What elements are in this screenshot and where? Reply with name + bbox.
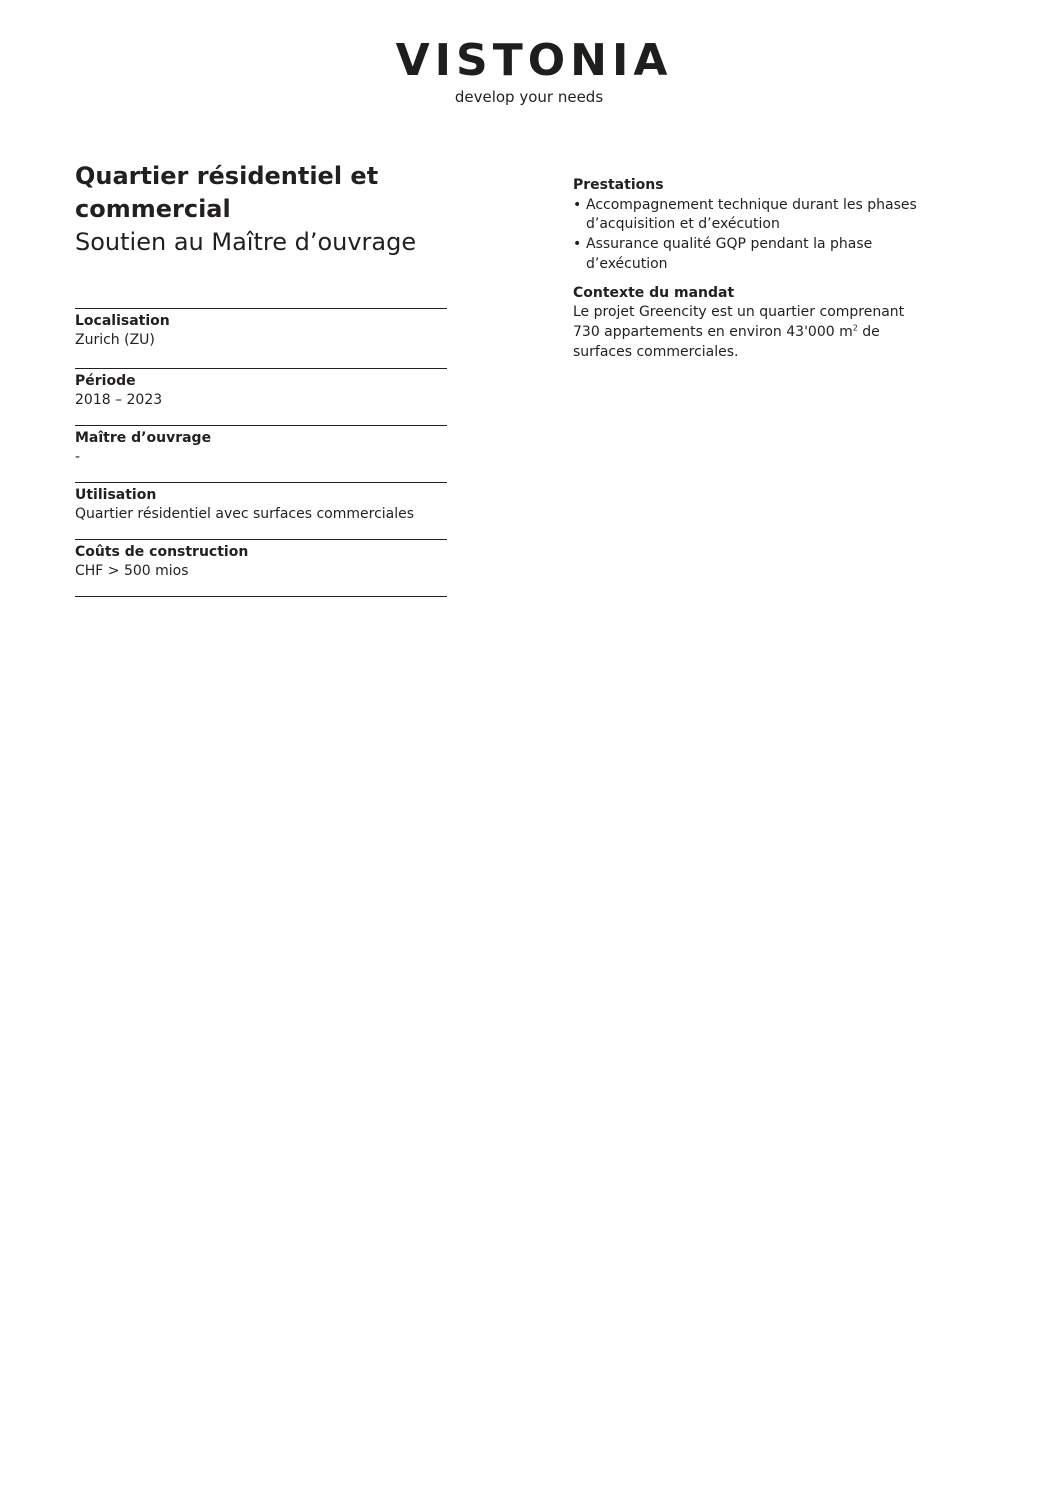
- info-row-periode: [75, 368, 447, 425]
- info-value: Zurich (ZU): [75, 332, 155, 348]
- info-label: Période: [75, 373, 136, 389]
- services-list: [573, 196, 933, 275]
- table-bottom-rule: [75, 596, 447, 597]
- project-subtitle: Soutien au Maître d’ouvrage: [75, 228, 417, 256]
- project-info-table: [75, 308, 447, 597]
- logo-tagline: develop your needs: [454, 88, 604, 106]
- vistonia-logo: VISTONIA: [395, 35, 673, 86]
- service-text: Assurance qualité GQP pendant la phase d’exécution: [586, 236, 873, 272]
- context-text-end: de surfaces commerciales.: [573, 323, 880, 360]
- info-label: Maître d’ouvrage: [75, 430, 212, 446]
- info-value: CHF > 500 mios: [75, 563, 189, 579]
- info-label: Localisation: [75, 313, 170, 329]
- service-text: Accompagnement technique durant les phases d’acquisition et d’exécution: [586, 196, 917, 233]
- info-value: 2018 – 2023: [75, 392, 163, 408]
- info-row-couts: [75, 539, 447, 596]
- services-title: Prestations: [573, 177, 664, 193]
- superscript: 2: [852, 323, 858, 333]
- list-item: [573, 196, 933, 235]
- info-label: Utilisation: [75, 487, 157, 503]
- context-text-start: Le projet Greencity est un quartier comprenant 730 appartements en environ 43'000 m: [573, 304, 905, 340]
- bullet-icon: •: [573, 236, 582, 253]
- list-item: [573, 235, 933, 274]
- context-text: [573, 303, 933, 362]
- context-block: [573, 284, 933, 363]
- info-row-maitre-ouvrage: [75, 425, 447, 482]
- bullet-icon: •: [573, 196, 582, 213]
- page-header: [0, 35, 1058, 107]
- info-value: -: [75, 449, 81, 465]
- info-row-localisation: [75, 308, 447, 368]
- project-details: [573, 176, 933, 362]
- project-heading: [75, 160, 447, 258]
- context-title: Contexte du mandat: [573, 284, 735, 301]
- info-label: Coûts de construction: [75, 544, 249, 560]
- project-title: Quartier résidentiel et commercial: [75, 162, 379, 223]
- info-value: Quartier résidentiel avec surfaces commerciales: [75, 506, 415, 522]
- info-row-utilisation: [75, 482, 447, 539]
